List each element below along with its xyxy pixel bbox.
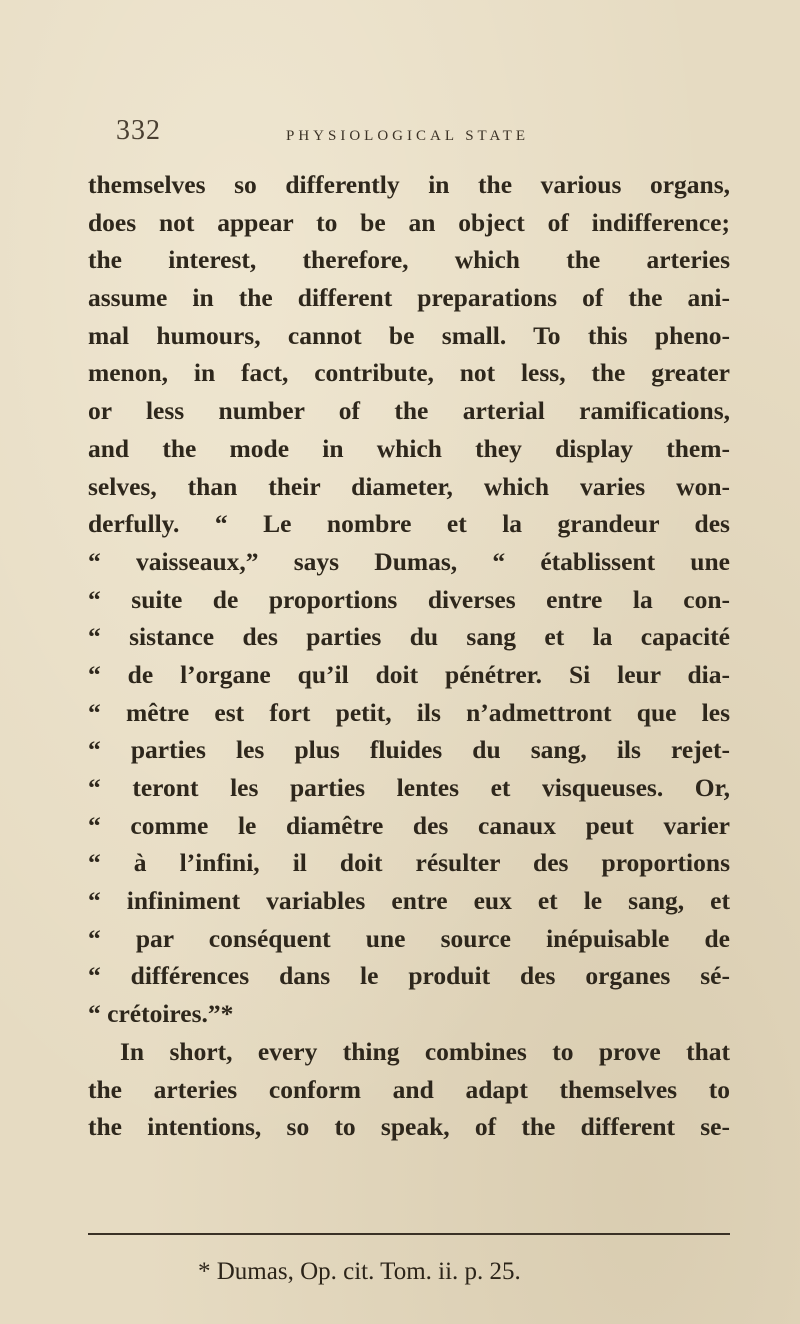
text-line: the arteries conform and adapt themselves to <box>88 1074 730 1104</box>
text-line: derfully. “ Le nombre et la grandeur des <box>88 509 730 539</box>
text-line: “ comme le diamêtre des canaux peut varier <box>88 810 730 840</box>
footnote: * Dumas, Op. cit. Tom. ii. p. 25. <box>198 1258 521 1285</box>
body-text <box>88 166 730 1146</box>
page-number: 332 <box>116 115 161 146</box>
text-line: “ différences dans le produit des organes sé- <box>88 961 730 991</box>
text-line: selves, than their diameter, which varies won- <box>88 471 730 501</box>
text-line: “ sistance des parties du sang et la capacité <box>88 622 730 652</box>
text-line: “ mêtre est fort petit, ils n’admettront que les <box>88 697 730 727</box>
footnote-divider <box>88 1233 730 1235</box>
paragraph-start-line: In short, every thing combines to prove that <box>120 1036 730 1066</box>
text-line: “ infiniment variables entre eux et le sang, et <box>88 886 730 916</box>
text-line: “ teront les parties lentes et visqueuses. Or, <box>88 773 730 802</box>
text-line: “ vaisseaux,” says Dumas, “ établissent une <box>88 546 730 576</box>
running-head: PHYSIOLOGICAL STATE <box>286 128 529 144</box>
text-line: “ crétoires.”* <box>88 999 234 1029</box>
text-line: “ de l’organe qu’il doit pénétrer. Si leur dia- <box>88 659 730 689</box>
text-line: and the mode in which they display them- <box>88 433 730 463</box>
text-line: “ à l’infini, il doit résulter des proportions <box>88 848 730 878</box>
text-line: menon, in fact, contribute, not less, the greater <box>88 358 730 388</box>
text-line: does not appear to be an object of indifference; <box>88 207 730 237</box>
text-line: “ parties les plus fluides du sang, ils rejet- <box>88 735 730 765</box>
text-line: “ suite de proportions diverses entre la con- <box>88 584 730 614</box>
text-line: mal humours, cannot be small. To this pheno- <box>88 320 730 350</box>
text-line: the intentions, so to speak, of the different se- <box>88 1112 730 1142</box>
text-line: or less number of the arterial ramifications, <box>88 396 730 426</box>
text-line: “ par conséquent une source inépuisable de <box>88 923 730 953</box>
text-line: themselves so differently in the various organs, <box>88 170 730 199</box>
text-line: the interest, therefore, which the arteries <box>88 245 730 275</box>
text-line: assume in the different preparations of the ani- <box>88 283 730 313</box>
